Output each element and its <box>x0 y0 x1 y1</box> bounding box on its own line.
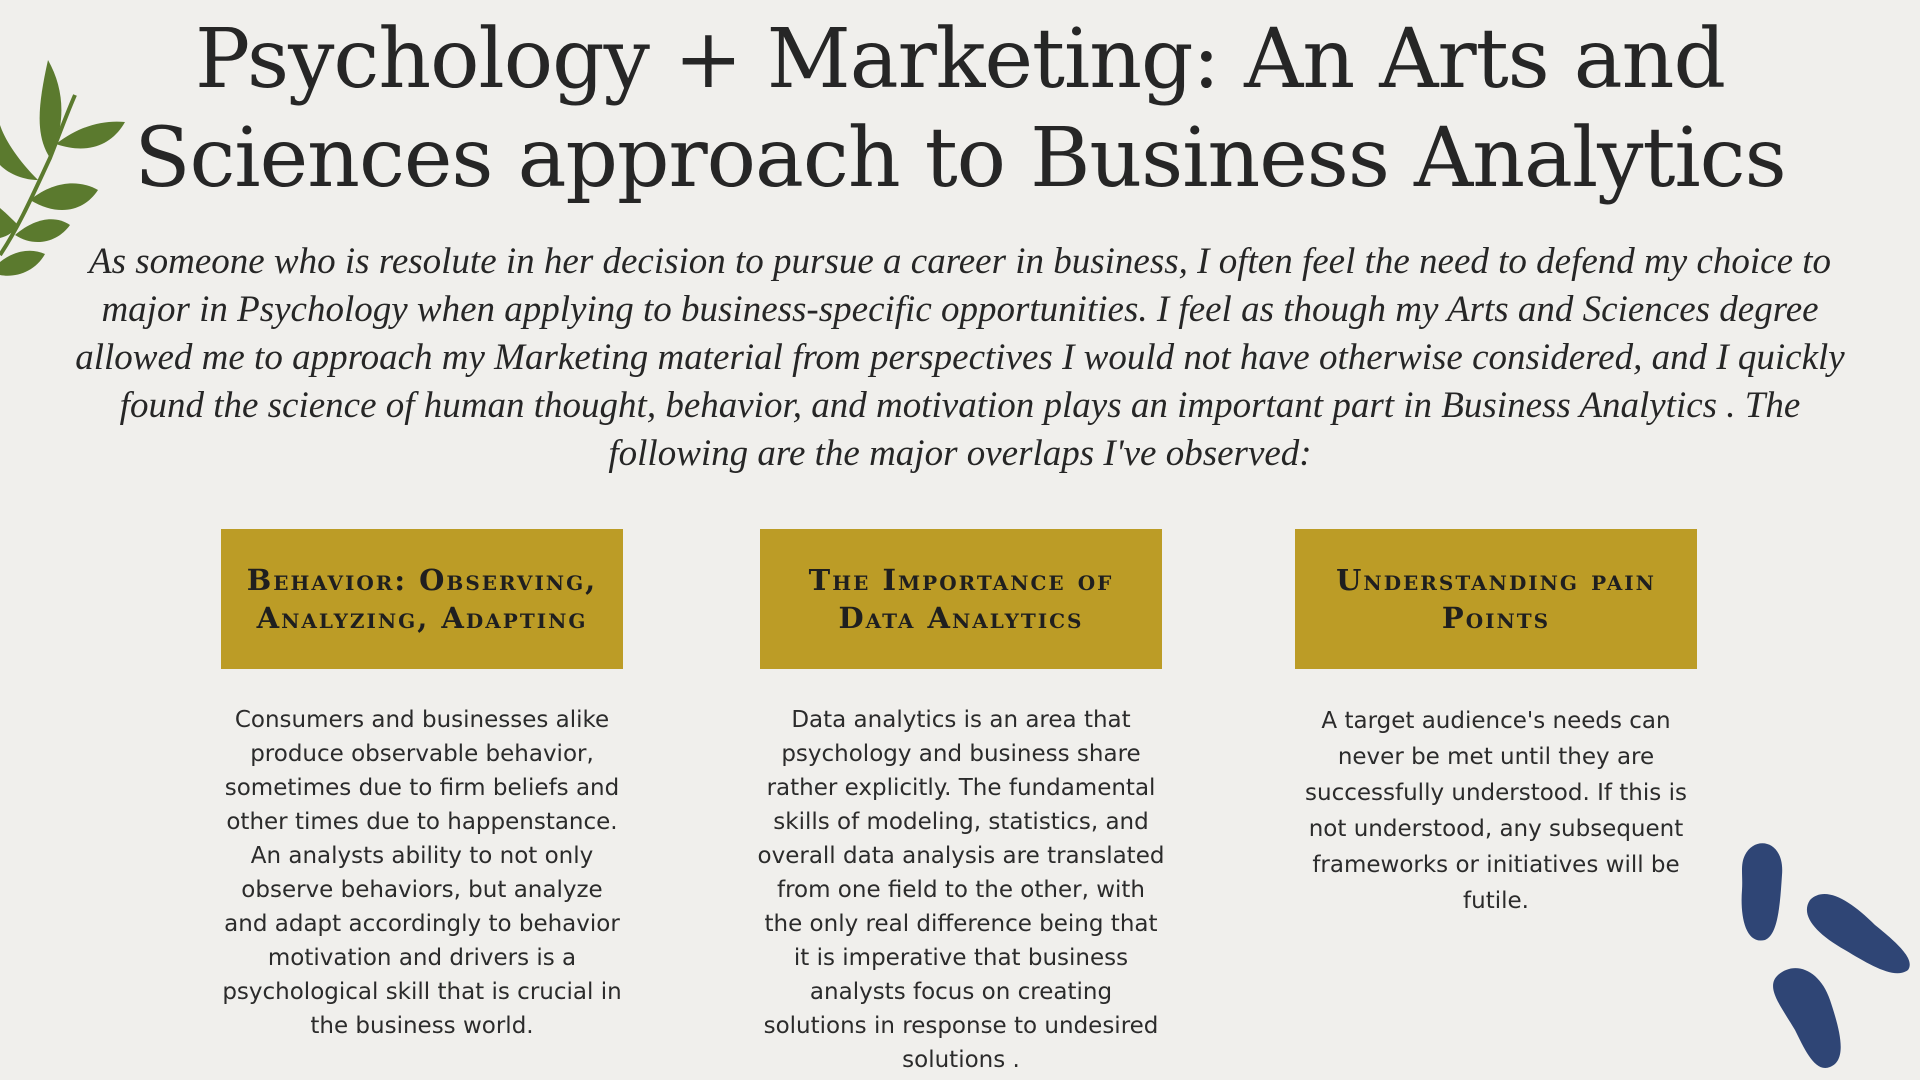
section-pain-points <box>1295 529 1697 914</box>
section-heading-box <box>1295 529 1697 669</box>
section-heading-box <box>221 529 623 669</box>
section-body: Data analytics is an area that psychology and business share rather explicitly. The fundamental skills of modeling, statistics, and overall data analysis are translated from one field to the other, with the only real difference being that it is imperative that business analysts focus on creating solutions in response to undesired solutions . <box>757 707 1165 1073</box>
section-heading: Behavior: Observing, Analyzing, Adapting <box>246 563 598 635</box>
page-title: Psychology + Marketing: An Arts and Sciences approach to Business Analytics <box>134 12 1786 206</box>
intro-paragraph: As someone who is resolute in her decision to pursue a career in business, I often feel the need to defend my choice to major in Psychology when applying to business-specific opportunities. I feel as though my Arts and Sciences degree allowed me to approach my Marketing material from perspectives I would not have otherwise considered, and I quickly found the science of human thought, behavior, and motivation plays an important part in Business Analytics . The following are the major overlaps I've observed: <box>75 241 1845 474</box>
section-data-analytics <box>757 529 1165 1073</box>
section-behavior <box>221 529 623 1039</box>
decorative-blobs-icon <box>1730 835 1920 1080</box>
section-body: Consumers and businesses alike produce observable behavior, sometimes due to firm beliefs and other times due to happenstance. An analysts ability to not only observe behaviors, but analyze and adapt accordingly to behavior motivation and drivers is a psychological skill that is crucial in the business world. <box>222 707 622 1039</box>
section-heading: Understanding pain Points <box>1336 563 1656 635</box>
section-heading-box <box>760 529 1162 669</box>
section-heading: The Importance of Data Analytics <box>808 563 1114 635</box>
section-body: A target audience's needs can never be met until they are successfully understood. If this is not understood, any subsequent frameworks or initiatives will be futile. <box>1305 708 1687 914</box>
